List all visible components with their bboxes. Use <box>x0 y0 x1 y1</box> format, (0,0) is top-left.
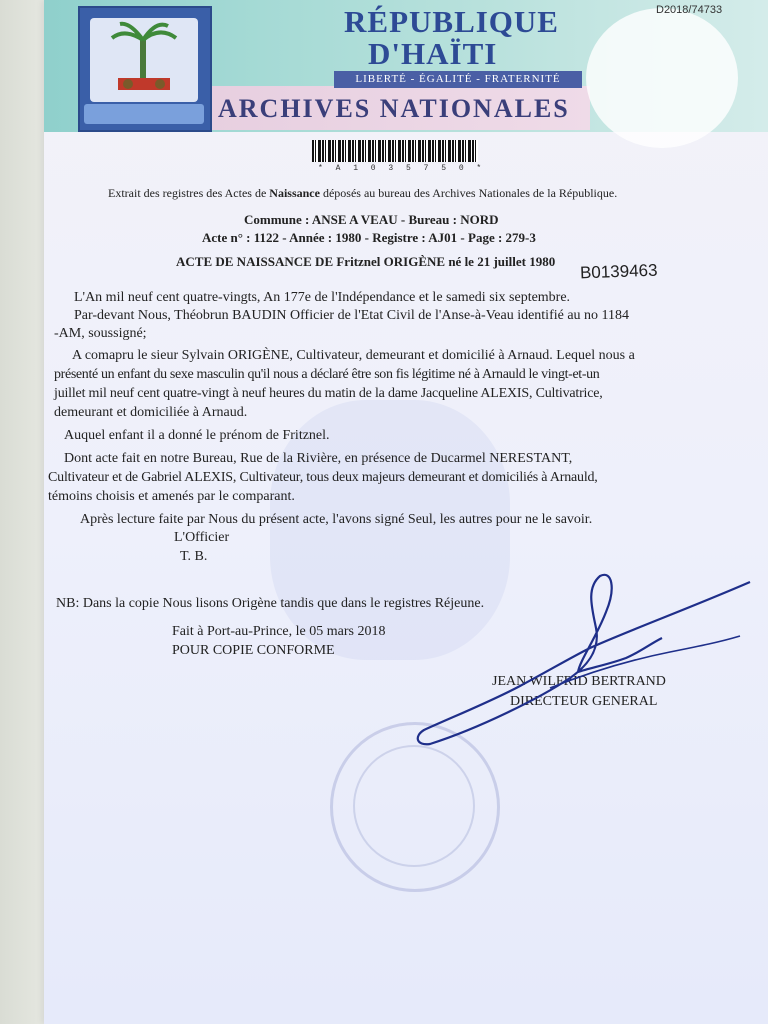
acte-line: Acte n° : 1122 - Année : 1980 - Registre : AJ01 - Page : 279-3 <box>202 230 536 245</box>
republic-title: RÉPUBLIQUE <box>344 4 559 39</box>
commune-line: Commune : ANSE A VEAU - Bureau : NORD <box>244 212 499 227</box>
signatory-title: DIRECTEUR GENERAL <box>510 694 658 709</box>
stamp-number: B0139463 <box>579 260 658 283</box>
body-line: L'An mil neuf cent quatre-vingts, An 177e de l'Indépendance et le samedi six septembre. <box>74 290 571 305</box>
body-line: A comapru le sieur Sylvain ORIGÈNE, Cultivateur, demeurant et domicilié à Arnaud. Lequel nous a <box>72 348 635 363</box>
palm-emblem-icon <box>90 18 198 102</box>
body-line: Auquel enfant il a donné le prénom de Fritznel. <box>64 428 330 443</box>
intro-line: Extrait des registres des Actes de Naissance déposés au bureau des Archives Nationales de la République. <box>108 186 618 200</box>
barcode <box>312 140 478 162</box>
certified-copy-line: POUR COPIE CONFORME <box>172 643 335 658</box>
body-line: Cultivateur et de Gabriel ALEXIS, Cultivateur, tous deux majeurs demeurant et domiciliés à Arnauld, <box>48 470 598 485</box>
country-title: D'HAÏTI <box>368 36 498 71</box>
reference-number: D2018/74733 <box>656 4 723 16</box>
signatory-name: JEAN WILFRID BERTRAND <box>492 674 666 689</box>
body-line: Après lecture faite par Nous du présent acte, l'avons signé Seul, les autres pour ne le savoir. <box>80 512 593 527</box>
officer-initials: T. B. <box>180 549 208 564</box>
body-line: juillet mil neuf cent quatre-vingt à neuf heures du matin de la dame Jacqueline ALEXIS, Cultivatrice, <box>54 386 603 401</box>
officer-title: L'Officier <box>174 530 230 545</box>
body-line: Par-devant Nous, Théobrun BAUDIN Officier de l'Etat Civil de l'Anse-à-Veau identifié au no 1184 <box>74 308 630 323</box>
body-line: témoins choisis et amenés par le comparant. <box>48 489 295 504</box>
embossed-seal <box>586 8 738 148</box>
barcode-number: * A 1 0 3 5 7 5 0 * <box>318 164 486 173</box>
archives-title: ARCHIVES NATIONALES <box>218 94 570 123</box>
signature-icon <box>400 568 760 758</box>
body-line: présenté un enfant du sexe masculin qu'il nous a déclaré être son fis légitime né à Arnauld le vingt-et-un <box>54 367 600 382</box>
body-line: -AM, soussigné; <box>54 326 147 341</box>
acte-title: ACTE DE NAISSANCE DE Fritznel ORIGÈNE né le 21 juillet 1980 <box>176 254 556 269</box>
coat-of-arms-logo <box>78 6 212 132</box>
nb-line: NB: Dans la copie Nous lisons Origène tandis que dans le registres Réjeune. <box>56 596 485 611</box>
body-line: demeurant et domiciliée à Arnaud. <box>54 405 248 420</box>
national-motto: LIBERTÉ - ÉGALITÉ - FRATERNITÉ <box>334 71 582 88</box>
issued-line: Fait à Port-au-Prince, le 05 mars 2018 <box>172 624 386 639</box>
body-line: Dont acte fait en notre Bureau, Rue de la Rivière, en présence de Ducarmel NERESTANT, <box>64 451 573 466</box>
